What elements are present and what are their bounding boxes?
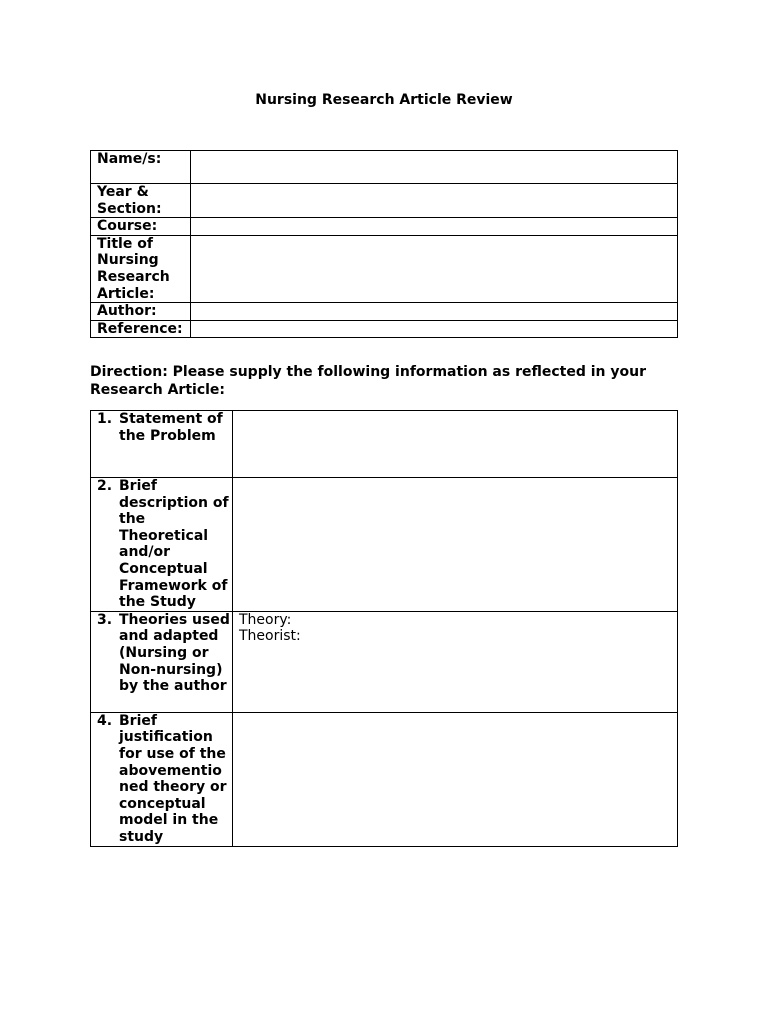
article-info-table bbox=[90, 150, 678, 338]
answer-cell[interactable] bbox=[233, 478, 678, 612]
info-row-reference bbox=[91, 320, 678, 338]
reference-label: Reference: bbox=[91, 320, 191, 338]
page-title: Nursing Research Article Review bbox=[255, 92, 513, 108]
answer-cell[interactable] bbox=[233, 712, 678, 846]
question-number: 2. bbox=[97, 478, 113, 494]
answer-cell[interactable] bbox=[233, 411, 678, 478]
info-row-names bbox=[91, 151, 678, 184]
question-cell bbox=[91, 411, 233, 478]
question-text: Brief description of the Theoretical and/or Conceptual Framework of the Study bbox=[119, 478, 229, 611]
article-title-label: Title of Nursing Research Article: bbox=[91, 235, 191, 302]
question-row bbox=[91, 478, 678, 612]
question-text: Brief justification for use of the abovementio ned theory or conceptual model in the study bbox=[119, 712, 227, 845]
question-text: Theories used and adapted (Nursing or Non-nursing) by the author bbox=[119, 611, 230, 695]
course-label: Course: bbox=[91, 218, 191, 236]
article-title-field[interactable] bbox=[191, 235, 678, 302]
theorist-label: Theorist: bbox=[239, 628, 301, 645]
question-number: 3. bbox=[97, 611, 113, 628]
course-field[interactable] bbox=[191, 218, 678, 236]
question-cell bbox=[91, 478, 233, 612]
answer-cell[interactable] bbox=[233, 611, 678, 712]
direction-text: Direction: Please supply the following information as reflected in your Research Article: bbox=[90, 364, 646, 398]
question-number: 1. bbox=[97, 411, 113, 427]
info-row-course bbox=[91, 218, 678, 236]
info-row-author bbox=[91, 303, 678, 321]
info-row-year-section bbox=[91, 184, 678, 218]
year-section-field[interactable] bbox=[191, 184, 678, 218]
review-questions-table bbox=[90, 410, 678, 847]
question-cell bbox=[91, 611, 233, 712]
question-text: Statement of the Problem bbox=[119, 411, 223, 444]
reference-field[interactable] bbox=[191, 320, 678, 338]
question-cell bbox=[91, 712, 233, 846]
names-field[interactable] bbox=[191, 151, 678, 184]
question-row bbox=[91, 411, 678, 478]
question-row bbox=[91, 712, 678, 846]
names-label: Name/s: bbox=[91, 151, 191, 184]
author-field[interactable] bbox=[191, 303, 678, 321]
info-row-title bbox=[91, 235, 678, 302]
author-label: Author: bbox=[91, 303, 191, 321]
question-number: 4. bbox=[97, 712, 113, 729]
question-row bbox=[91, 611, 678, 712]
theory-label: Theory: bbox=[239, 611, 292, 628]
year-section-label: Year & Section: bbox=[91, 184, 191, 218]
